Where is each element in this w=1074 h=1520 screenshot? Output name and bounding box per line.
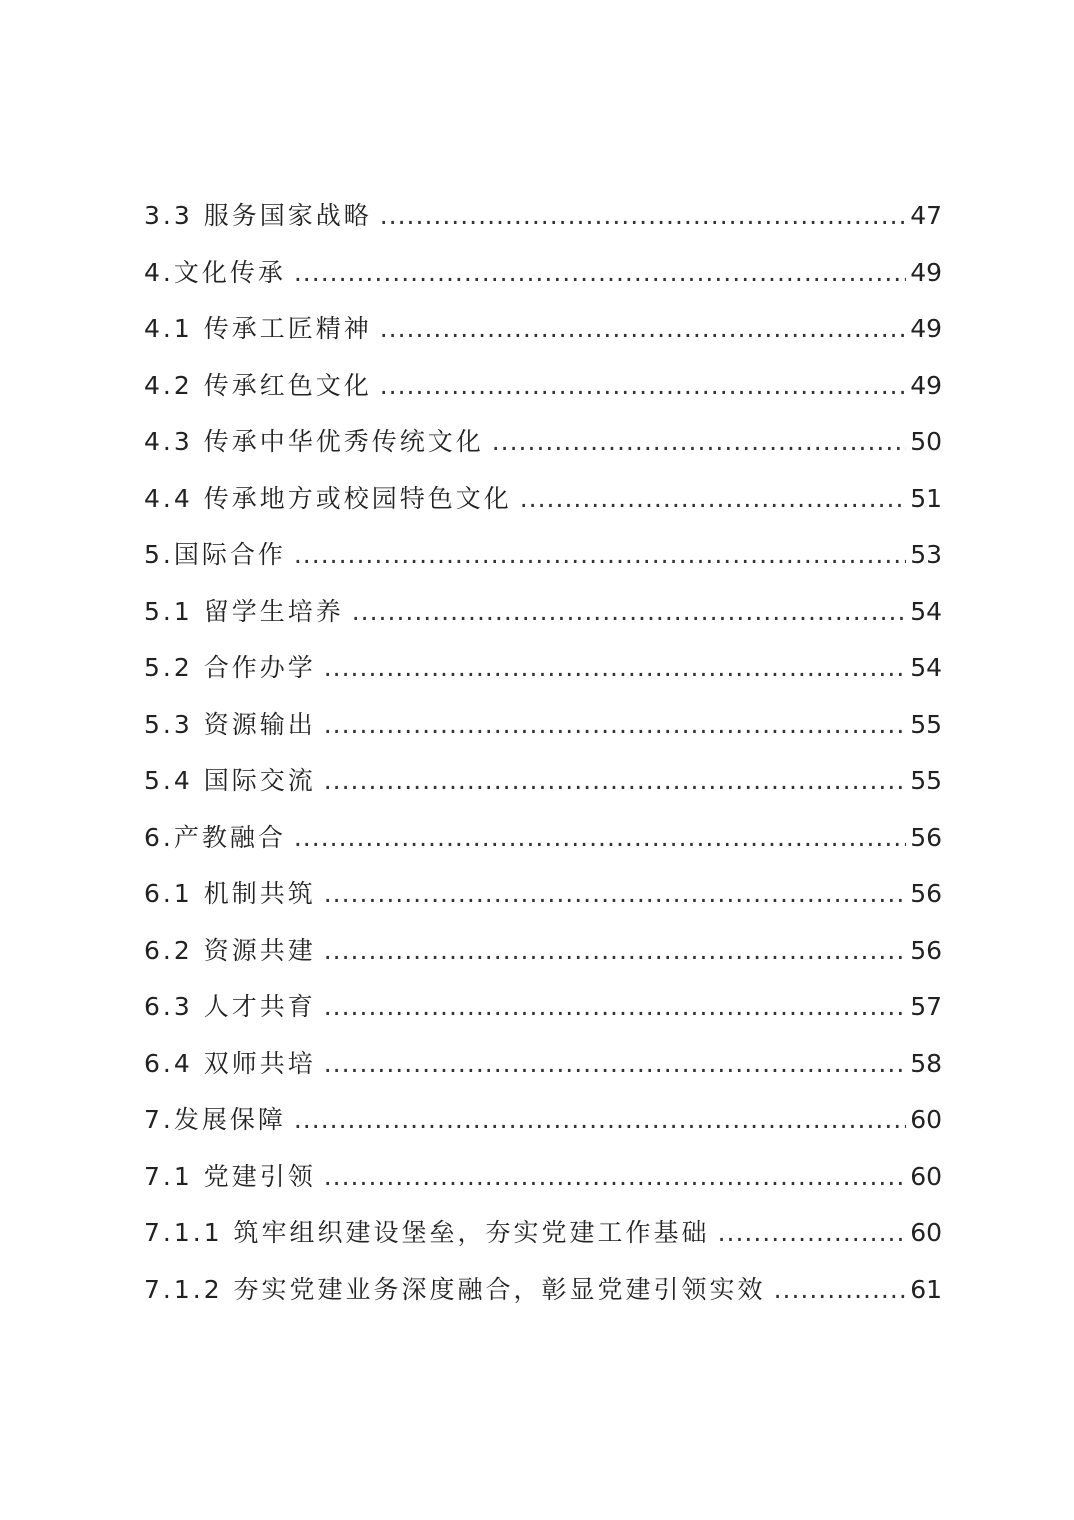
toc-dot-leader (380, 305, 906, 353)
toc-entry[interactable] (144, 418, 942, 475)
toc-dot-leader (380, 362, 906, 410)
toc-page-number: 49 (910, 370, 942, 400)
toc-dot-leader (324, 870, 906, 918)
toc-entry-title: 6.2 资源共建 (144, 935, 316, 965)
toc-dot-leader (380, 192, 906, 240)
toc-dot-leader (294, 1096, 906, 1144)
toc-entry[interactable] (144, 475, 942, 532)
toc-dot-leader (718, 1209, 907, 1257)
toc-entry-title: 4.4 传承地方或校园特色文化 (144, 483, 512, 513)
toc-entry-title: 6.产教融合 (144, 822, 286, 852)
toc-page-number: 51 (910, 483, 942, 513)
toc-page-number: 56 (910, 935, 942, 965)
toc-page-number: 49 (910, 314, 942, 343)
toc-page-number: 50 (910, 427, 942, 456)
toc-entry[interactable] (144, 362, 942, 419)
toc-entry-title: 5.3 资源输出 (144, 709, 316, 739)
toc-entry[interactable] (144, 1266, 942, 1323)
toc-page-number: 55 (910, 766, 942, 795)
toc-dot-leader (324, 927, 906, 975)
toc-entry-title: 5.4 国际交流 (144, 766, 316, 795)
toc-page-number: 56 (910, 822, 942, 852)
toc-dot-leader (294, 249, 906, 297)
toc-dot-leader (324, 757, 906, 805)
toc-entry[interactable] (144, 1153, 942, 1210)
toc-entry[interactable] (144, 757, 942, 814)
toc-entry-title: 4.3 传承中华优秀传统文化 (144, 427, 484, 456)
toc-entry-title: 7.发展保障 (144, 1105, 286, 1134)
toc-entry[interactable] (144, 1096, 942, 1153)
toc-entry[interactable] (144, 249, 942, 306)
toc-entry[interactable] (144, 305, 942, 362)
toc-page-number: 61 (910, 1274, 942, 1304)
toc-page-number: 47 (910, 201, 942, 230)
toc-entry-title: 6.4 双师共培 (144, 1048, 316, 1078)
toc-page-number: 60 (910, 1218, 942, 1247)
toc-entry[interactable] (144, 814, 942, 871)
toc-page-number: 54 (910, 653, 942, 682)
toc-entry[interactable] (144, 1209, 942, 1266)
toc-dot-leader (294, 531, 906, 579)
toc-entry[interactable] (144, 644, 942, 701)
toc-dot-leader (774, 1266, 907, 1314)
toc-page-number: 58 (910, 1048, 942, 1078)
toc-entry-title: 5.国际合作 (144, 540, 286, 569)
toc-page-number: 49 (910, 257, 942, 287)
toc-entry-title: 4.2 传承红色文化 (144, 370, 372, 400)
toc-dot-leader (492, 418, 906, 466)
toc-entry-title: 7.1 党建引领 (144, 1161, 316, 1191)
toc-page-number: 55 (910, 709, 942, 739)
toc-entry[interactable] (144, 1040, 942, 1097)
toc-entry-title: 6.3 人才共育 (144, 992, 316, 1021)
toc-entry-title: 4.1 传承工匠精神 (144, 314, 372, 343)
toc-entry-title: 7.1.2 夯实党建业务深度融合，彰显党建引领实效 (144, 1274, 766, 1304)
toc-entry[interactable] (144, 192, 942, 249)
toc-entry-title: 7.1.1 筑牢组织建设堡垒，夯实党建工作基础 (144, 1218, 710, 1247)
toc-entry[interactable] (144, 588, 942, 645)
toc-dot-leader (324, 1040, 906, 1088)
toc-page-number: 60 (910, 1105, 942, 1134)
toc-entry[interactable] (144, 983, 942, 1040)
toc-dot-leader (324, 983, 906, 1031)
toc-dot-leader (352, 588, 906, 636)
toc-page-number: 57 (910, 992, 942, 1021)
toc-entry-title: 6.1 机制共筑 (144, 879, 316, 908)
toc-dot-leader (324, 701, 906, 749)
toc-page-number: 60 (910, 1161, 942, 1191)
toc-dot-leader (294, 814, 906, 862)
toc-entry-title: 5.2 合作办学 (144, 653, 316, 682)
toc-entry[interactable] (144, 531, 942, 588)
toc-page-number: 54 (910, 596, 942, 626)
toc-entry[interactable] (144, 927, 942, 984)
table-of-contents (144, 192, 942, 1322)
toc-entry-title: 3.3 服务国家战略 (144, 201, 372, 230)
toc-page-number: 56 (910, 879, 942, 908)
toc-entry-title: 5.1 留学生培养 (144, 596, 344, 626)
toc-entry-title: 4.文化传承 (144, 257, 286, 287)
toc-dot-leader (324, 644, 906, 692)
toc-page-number: 53 (910, 540, 942, 569)
toc-entry[interactable] (144, 870, 942, 927)
toc-dot-leader (520, 475, 906, 523)
toc-dot-leader (324, 1153, 906, 1201)
toc-entry[interactable] (144, 701, 942, 758)
